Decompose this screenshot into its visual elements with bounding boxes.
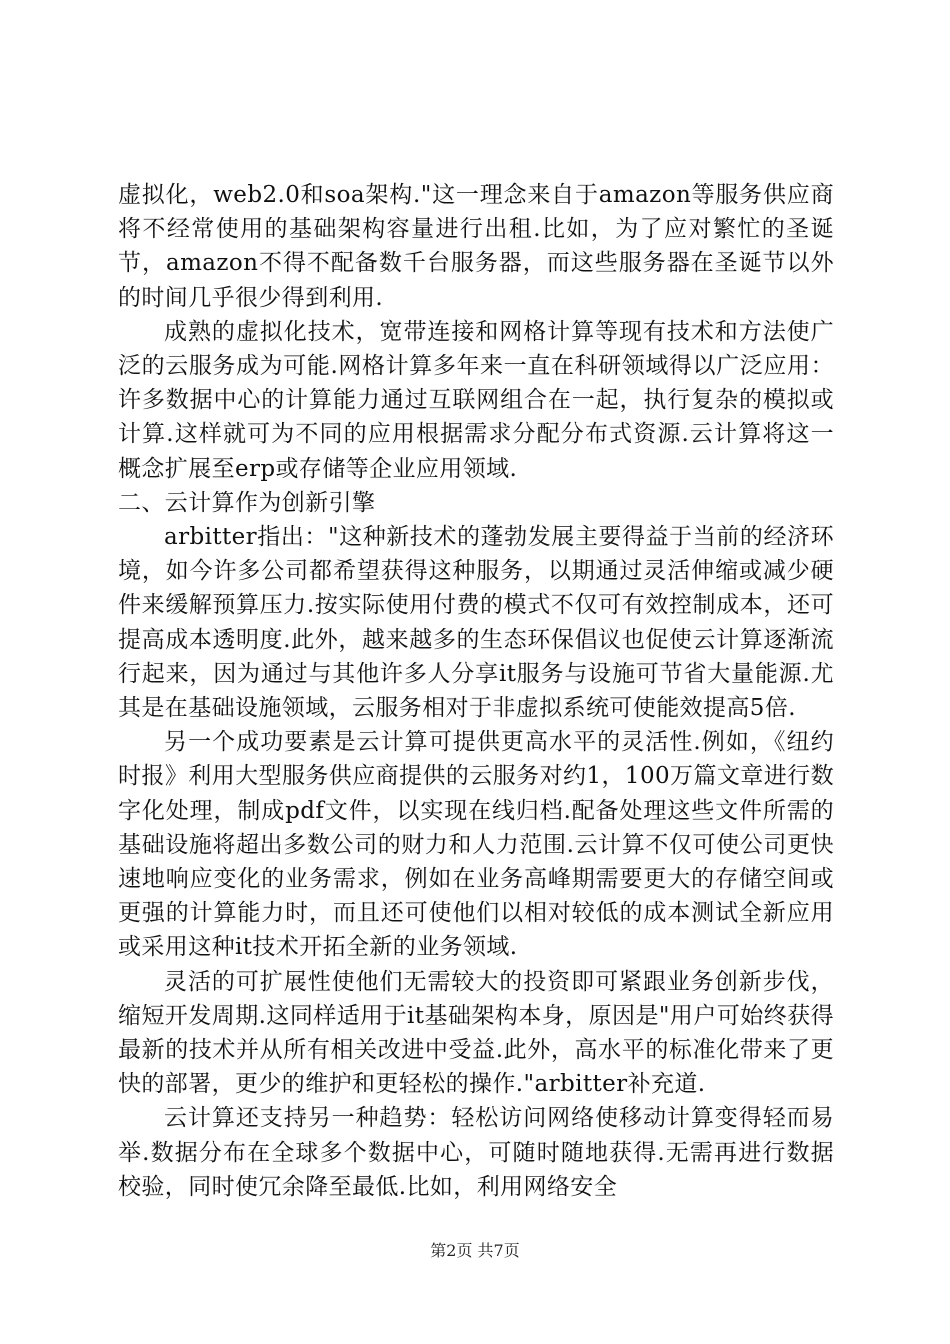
paragraph-4: 另一个成功要素是云计算可提供更高水平的灵活性.例如，《纽约时报》利用大型服务供应商提供的云服务对约1，100万篇文章进行数字化处理，制成pdf文件，以实现在线归档.配备处理这些文件所需的基础设施将超出多数公司的财力和人力范围.云计算不仅可使公司更快速地响应变化的业务需求，例如在业务高峰期需要更大的存储空间或更强的计算能力时，而且还可使他们以相对较低的成本测试全新应用或采用这种it技术开拓全新的业务领域. xyxy=(118,729,834,961)
paragraph-3: arbitter指出："这种新技术的蓬勃发展主要得益于当前的经济环境，如今许多公司都希望获得这种服务，以期通过灵活伸缩或减少硬件来缓解预算压力.按实际使用付费的模式不仅可有效控制成本，还可提高成本透明度.此外，越来越多的生态环保倡议也促使云计算逐渐流行起来，因为通过与其他许多人分享it服务与设施可节省大量能源.尤其是在基础设施领域，云服务相对于非虚拟系统可使能效提高5倍. xyxy=(118,524,834,722)
page-footer: 第2页 共7页 xyxy=(430,1241,520,1260)
document-body xyxy=(118,178,834,1204)
paragraph-5: 灵活的可扩展性使他们无需较大的投资即可紧跟业务创新步伐，缩短开发周期.这同样适用于it基础架构本身，原因是"用户可始终获得最新的技术并从所有相关改进中受益.此外，高水平的标准化带来了更快的部署，更少的维护和更轻松的操作."arbitter补充道. xyxy=(118,968,834,1098)
section-heading: 二、云计算作为创新引擎 xyxy=(118,489,376,516)
paragraph-6: 云计算还支持另一种趋势：轻松访问网络使移动计算变得轻而易举.数据分布在全球多个数据中心，可随时随地获得.无需再进行数据校验，同时使冗余降至最低.比如，利用网络安全 xyxy=(118,1105,834,1200)
paragraph-2: 成熟的虚拟化技术，宽带连接和网格计算等现有技术和方法使广泛的云服务成为可能.网格计算多年来一直在科研领域得以广泛应用：许多数据中心的计算能力通过互联网组合在一起，执行复杂的模拟或计算.这样就可为不同的应用根据需求分配分布式资源.云计算将这一概念扩展至erp或存储等企业应用领域. xyxy=(118,318,834,482)
paragraph-1: 虚拟化，web2.0和soa架构."这一理念来自于amazon等服务供应商将不经常使用的基础架构容量进行出租.比如，为了应对繁忙的圣诞节，amazon不得不配备数千台服务器，而这些服务器在圣诞节以外的时间几乎很少得到利用. xyxy=(118,182,834,311)
